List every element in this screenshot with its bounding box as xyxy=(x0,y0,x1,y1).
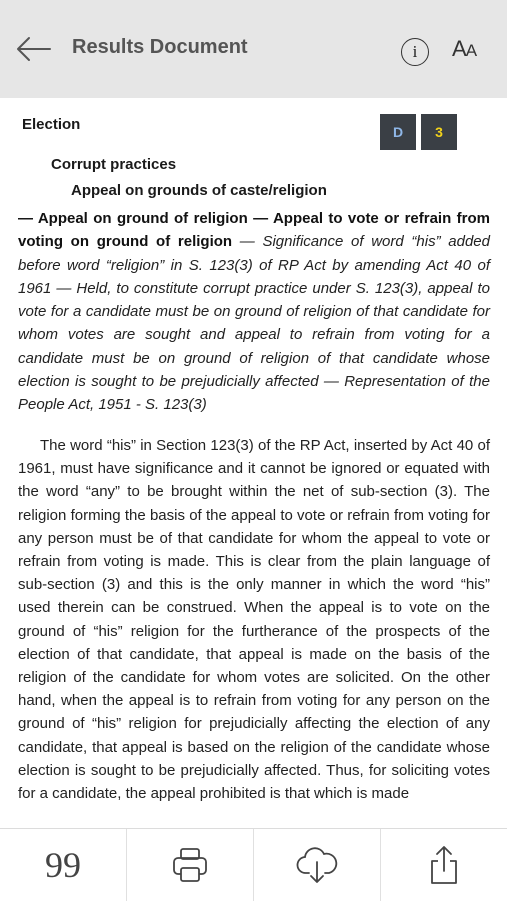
subtopic-heading: Appeal on grounds of caste/religion xyxy=(71,182,327,199)
share-icon xyxy=(424,843,464,887)
badge-d[interactable]: D xyxy=(380,114,416,150)
font-size-large-glyph: A xyxy=(452,36,466,61)
download-button[interactable] xyxy=(254,829,381,901)
print-button[interactable] xyxy=(127,829,254,901)
headnote xyxy=(18,207,490,417)
font-size-small-glyph: A xyxy=(465,41,477,60)
back-arrow-icon[interactable] xyxy=(14,34,54,64)
badge-count[interactable]: 3 xyxy=(421,114,457,150)
page-title: Results Document xyxy=(72,36,248,58)
body-paragraph: The word “his” in Section 123(3) of the RP Act, inserted by Act 40 of 1961, must have significance and it cannot be ignored or equated with the word “any” to be brought within the net of sub-section (3). The religion forming the basis of the appeal to vote or refrain from voting for any person must be of that candidate for whom the appeal to vote or refrain from voting is made. This is clear from the plain language of sub-section (3) and this is the only manner in which the word “his” used therein can be construed. When the appeal is to vote on the ground of “his” religion for the furtherance of the prospects of the election of that candidate, that appeal is made on the basis of the religion of the candidate for whom votes are solicited. On the other hand, when the appeal is to refrain from voting for any person on the ground of “his” religion for prejudicially affecting the election of any candidate, that appeal is based on the religion of the candidate whose election is sought to be prejudicially affected. Thus, for soliciting votes for a candidate, the appeal prohibited is that which is made xyxy=(18,437,490,803)
cloud-download-icon xyxy=(295,845,339,885)
bottom-toolbar xyxy=(0,828,507,901)
quote-icon: 99 xyxy=(45,845,81,885)
headnote-italic: — Significance of word “his” added before word “religion” in S. 123(3) of RP Act by amending Act 40 of 1961 — Held, to constitute corrupt practice under S. 123(3), appeal to vote for a candidate must be on ground of religion of that candidate for whom votes are sought and appeal to refrain from voting for a candidate must be on ground of religion of that candidate whose election is sought to be prejudicially affected — Representation of the People Act, 1951 - S. 123(3) xyxy=(18,233,490,414)
info-icon[interactable]: i xyxy=(401,38,429,66)
subject-heading: Election xyxy=(22,116,81,133)
print-icon xyxy=(170,845,210,885)
font-size-icon[interactable] xyxy=(452,36,476,62)
topic-heading: Corrupt practices xyxy=(51,156,177,173)
top-navigation-bar xyxy=(0,0,507,98)
share-button[interactable] xyxy=(381,829,507,901)
document-content xyxy=(0,98,507,828)
quote-button[interactable] xyxy=(0,829,127,901)
headnote-bold: — Appeal on ground of religion — Appeal to vote or refrain from voting on ground of religion xyxy=(18,210,490,251)
